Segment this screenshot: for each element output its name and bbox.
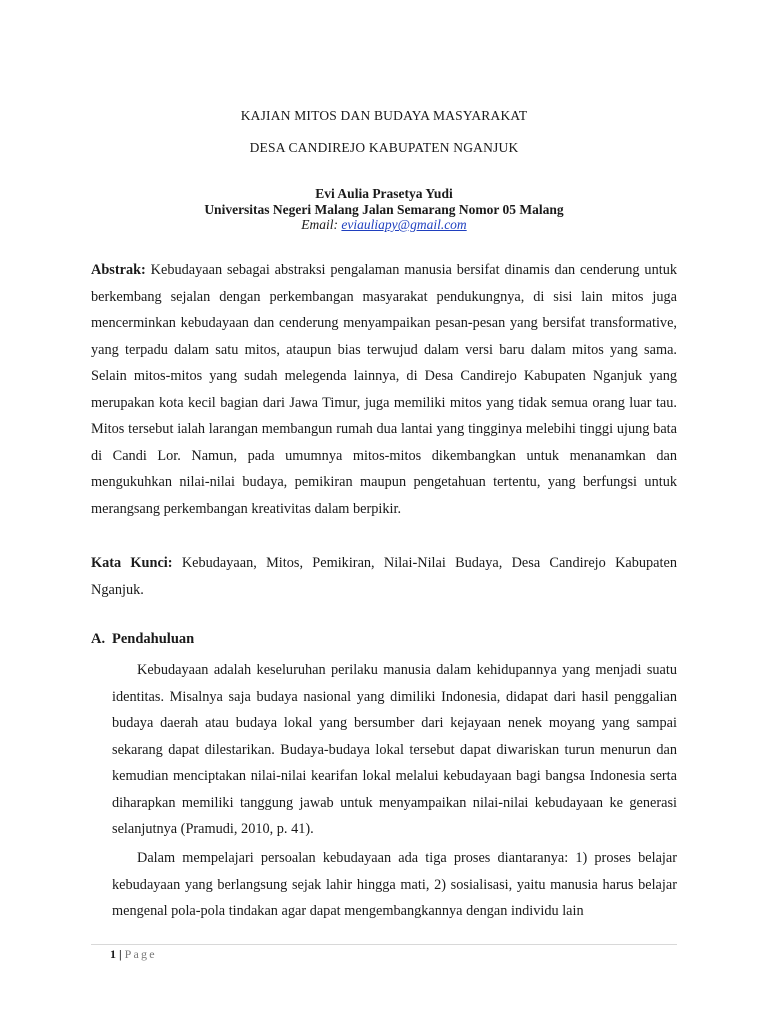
abstract-text: Kebudayaan sebagai abstraksi pengalaman manusia bersifat dinamis dan cenderung untuk berkembang sejalan dengan perkembangan masyarakat pendukungnya, di sisi lain mitos juga mencerminkan kebudayaan dan cenderung menyampaikan pesan-pesan yang bersifat transformative, yang terpadu dalam satu mitos, ataupun bias terwujud dalam versi baru dalam mitos yang sama. Selain mitos-mitos yang sudah melegenda lainnya, di Desa Candirejo Kabupaten Nganjuk yang merupakan kota kecil bagian dari Jawa Timur, juga memiliki mitos yang tidak semua orang luar tau. Mitos tersebut ialah larangan membangun rumah dua lantai yang tingginya melebihi tinggi ujung bata di Candi Lor. Namun, pada umumnya mitos-mitos dikembangkan untuk menanamkan dan mengukuhkan nilai-nilai budaya, pemikiran maupun pengetahuan tertentu, yang berfungsi untuk merangsang perkembangan kreativitas dalam berpikir.: [91, 262, 677, 517]
footer-separator: |: [119, 947, 122, 961]
keywords-label: Kata Kunci:: [91, 555, 173, 571]
author-affiliation: Universitas Negeri Malang Jalan Semarang Nomor 05 Malang: [204, 201, 564, 217]
abstract: [91, 257, 677, 522]
author-email-line: [0, 217, 768, 233]
intro-paragraph: Kebudayaan adalah keseluruhan perilaku manusia dalam kehidupannya yang menjadi suatu identitas. Misalnya saja budaya nasional yang dimiliki Indonesia, didapat dari hasil penggalian budaya daerah atau budaya lokal yang bersumber dari kejayaan nenek moyang yang sampai sekarang dapat dilestarikan. Budaya-budaya lokal tersebut dapat diwariskan turun menurun dan kemudian menciptakan nilai-nilai kearifan lokal melalui kebudayaan bagi bangsa Indonesia serta diharapkan memiliki tanggung jawab untuk menyampaikan nilai-nilai kebudayaan ke generasi selanjutnya (Pramudi, 2010, p. 41).: [112, 662, 677, 837]
abstract-label: Abstrak:: [91, 262, 146, 278]
page-number: 1: [110, 947, 116, 961]
author-name: Evi Aulia Prasetya Yudi: [315, 186, 453, 201]
section-heading: [91, 631, 194, 648]
keywords: [91, 550, 677, 603]
page-label: Page: [124, 947, 157, 961]
paper-title-line-1: KAJIAN MITOS DAN BUDAYA MASYARAKAT: [240, 108, 528, 123]
page-footer: [110, 947, 157, 962]
paper-title-line-2: DESA CANDIREJO KABUPATEN NGANJUK: [249, 140, 519, 155]
section-number: A.: [91, 631, 106, 647]
author-block: [0, 186, 768, 233]
keywords-text: Kebudayaan, Mitos, Pemikiran, Nilai-Nilai Budaya, Desa Candirejo Kabupaten Nganjuk.: [91, 555, 677, 598]
email-label: Email:: [301, 217, 339, 232]
section-title: Pendahuluan: [112, 631, 195, 647]
intro-paragraph-2-block: [112, 845, 677, 926]
footer-divider: [91, 944, 677, 945]
intro-paragraph-1-block: [112, 657, 677, 843]
intro-paragraph: Dalam mempelajari persoalan kebudayaan ada tiga proses diantaranya: 1) proses belajar kebudayaan yang berlangsung sejak lahir hingga mati, 2) sosialisasi, yaitu manusia harus belajar mengenal pola-pola tindakan agar dapat mengembangkannya dengan individu lain: [112, 850, 677, 919]
email-link[interactable]: eviauliapy@gmail.com: [341, 217, 467, 232]
